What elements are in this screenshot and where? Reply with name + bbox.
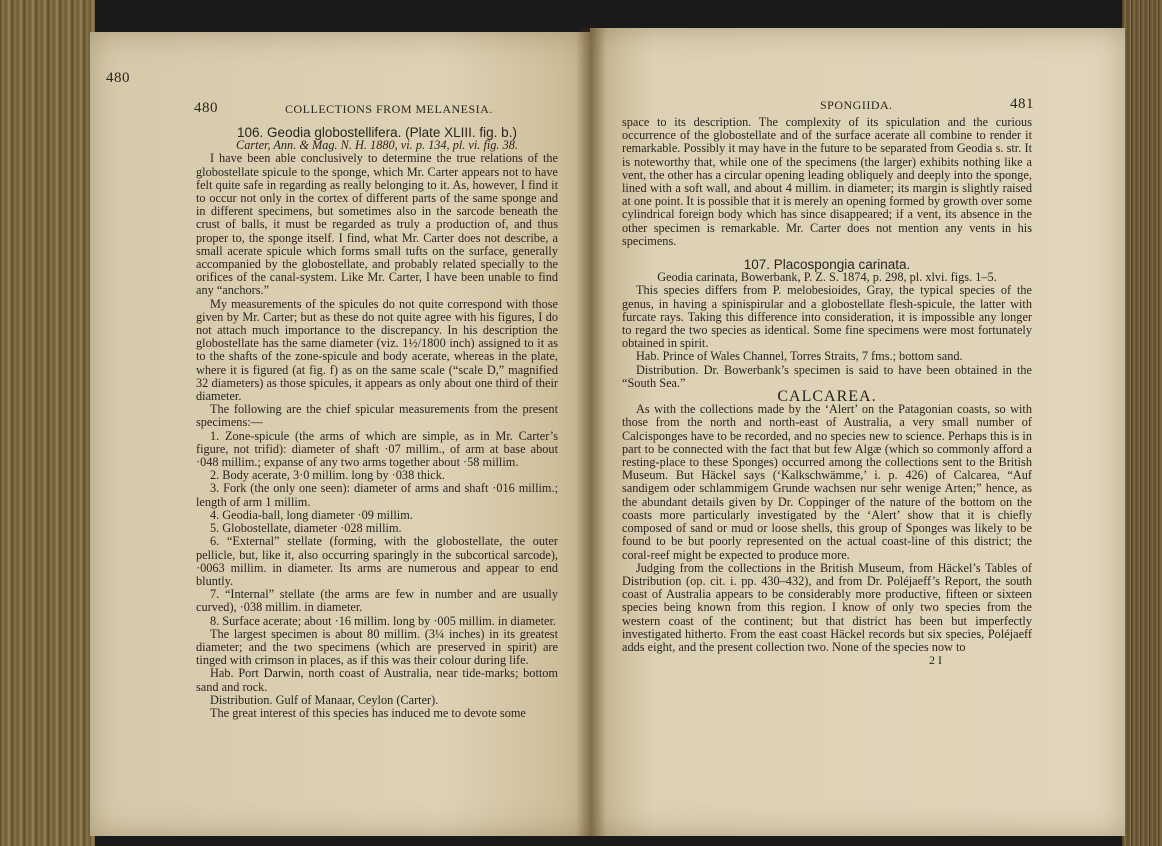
paragraph: Judging from the collections in the British Museum, from Häckel’s Tables of Distribution (op. cit. i. pp. 430–432), and from Dr. Poléjaeff’s Report, the south coast of Australia appears to be considerably more productive, fifteen or sixteen species being known from this region. I know of only two species from the western coast of the continent; but that district has been but imperfectly investigated hitherto. From the east coast Häckel records but six species, Poléjaeff adds eight, and the present collection two. None of the species now to [622,560,1032,654]
left-page-number: 480 [194,100,218,116]
paragraph: As with the collections made by the ‘Alert’ on the Patagonian coasts, so with those from the north and north-east of Australia, a very small number of Calcisponges have to be recorded, and no species new to science. Perhaps this is in part to be connected with the fact that but few Algæ (which so commonly afford a resting-place to these Sponges) occurred among the collections sent to the British Museum. But Häckel says (‘Kalkschwämme,’ i. p. 426) of Calcarea, “Auf sandigem oder schlammigem Grunde wachsen nur sehr wenige Arten;” hence, as the abundant details given by Dr. Coppinger of the nature of the bottom on the coasts more particularly investigated by the ‘Alert’ show that it is chiefly composed of sand or mud or loose shells, this group of Sponges was likely to be found to be but poorly represented on the actual coast-line of this district; the coral-reef might be expected to produce more. [622,402,1032,562]
measurement-list [196,430,558,628]
paragraph: I have been able conclusively to determine the true relations of the globostellate spicule to the sponge, which Mr. Carter appears not to have felt quite safe in regarding as really belonging to it. As, however, I find it to occur not only in the cortex of different parts of the same sponge and in different specimens, but sometimes also in the sarcode beneath the crust of balls, it must be regarded as truly a production of, and thus proper to, the sponge itself. I find, what Mr. Carter does not describe, a small acerate spicule which forms small tufts on the surface, generally accompanied by the globostellate, and probably related specially to the orifices of the canal-system. Like Mr. Carter, I have been unable to find any “anchors.” [196,151,558,298]
list-item: 1. Zone-spicule (the arms of which are simple, as in Mr. Carter’s figure, not trifid): diameter of shaft ·07 millim., of arm at base about ·048 millim.; expanse of any two arms together about ·58 millim. [196,428,558,470]
list-item: 8. Surface acerate; about ·16 millim. long by ·005 millim. in diameter. [210,613,556,628]
list-item: 2. Body acerate, 3·0 millim. long by ·038 thick. [210,468,445,483]
species-heading-107: 107. Placospongia carinata. [743,257,911,273]
list-item: 6. “External” stellate (forming, with the globostellate, the outer pellicle, but, like it, also occurring sparingly in the subcortical sarcode), ·0063 millim. in diameter. Its arms are numerous and appear to end bluntly. [196,534,558,588]
paragraph: The great interest of this species has induced me to devote some [210,705,526,720]
habitat-line: Hab. Port Darwin, north coast of Australia, near tide-marks; bottom sand and rock. [196,666,558,694]
habitat-line: Hab. Prince of Wales Channel, Torres Straits, 7 fms.; bottom sand. [636,349,963,364]
left-running-head: COLLECTIONS FROM MELANESIA. [285,102,493,116]
book-edge-left [0,0,95,846]
section-heading: CALCAREA. [777,388,877,406]
list-item: 5. Globostellate, diameter ·028 millim. [210,521,402,536]
right-running-head: SPONGIIDA. [820,98,893,112]
right-page-number: 481 [1010,96,1034,112]
list-item: 3. Fork (the only one seen): diameter of arms and shaft ·016 millim.; length of arm 1 millim. [196,481,558,509]
paragraph: The following are the chief spicular measurements from the present specimens:— [196,402,558,430]
paragraph: My measurements of the spicules do not quite correspond with those given by Mr. Carter; but as these do not quite agree with his figures, I do not attach much importance to the discrepancy. In his description the globostellate has the same diameter (viz. 1½/1800 inch) assigned to it as to the shafts of the zone-spicule and body acerate, whereas in the plate, where it is figured (at fig. f) as on the same scale (“scale D,” magnified 32 diameters) as those spicules, it appears as only about one third of their diameter. [196,296,558,404]
paragraph: space to its description. The complexity of its spiculation and the curious occurrence of the globostellate and of the surface acerate all combine to render it remarkable. Possibly it may have in the future to be separated from Geodia s. str. It is noteworthy that, while one of the specimens (the larger) exhibits nothing like a vent, the other has a circular opening leading obliquely and deeply into the sponge, lined with a soft wall, and about 4 millim. in diameter; its margin is slightly raised at one point. It is possible that it is merely an opening formed by growth over some cylindrical foreign body which has since disappeared; if a vent, its absence in the other specimen is remarkable. Mr. Carter does not mention any vents in his specimens. [622,115,1032,248]
book-gutter [576,28,606,836]
left-page-number: 480 [106,70,130,86]
list-item: 7. “Internal” stellate (the arms are few in number and are usually curved), ·038 millim. in diameter. [196,587,558,615]
species-heading-106: 106. Geodia globostellifera. (Plate XLIII. fig. b.) [237,125,517,140]
right-body [622,116,1032,667]
list-item: 4. Geodia-ball, long diameter ·09 millim. [210,507,413,522]
species-reference-107: Geodia carinata, Bowerbank, P. Z. S. 1874, p. 298, pl. xlvi. figs. 1–5. [657,270,997,285]
distribution-line: Distribution. Dr. Bowerbank’s specimen is said to have been obtained in the “South Sea.” [622,362,1032,390]
signature-mark: 2 I [929,653,942,668]
left-body [196,126,558,720]
book-edge-right [1122,0,1162,846]
distribution-line: Distribution. Gulf of Manaar, Ceylon (Carter). [210,692,439,707]
paragraph: The largest specimen is about 80 millim. (3¼ inches) in its greatest diameter; and the two specimens (which are preserved in spirit) are tinged with crimson in places, as if this was their colour during life. [196,626,558,668]
species-reference-106: Carter, Ann. & Mag. N. H. 1880, vi. p. 134, pl. vi. fig. 38. [236,138,518,153]
paragraph: This species differs from P. melobesioides, Gray, the typical species of the genus, in having a spinispirular and a globostellate flesh-spicule, the latter with furcate rays. Taking this difference into consideration, it is impossible any longer to regard the two species as identical. Some fine specimens were most fortunately obtained in spirit. [622,283,1032,351]
